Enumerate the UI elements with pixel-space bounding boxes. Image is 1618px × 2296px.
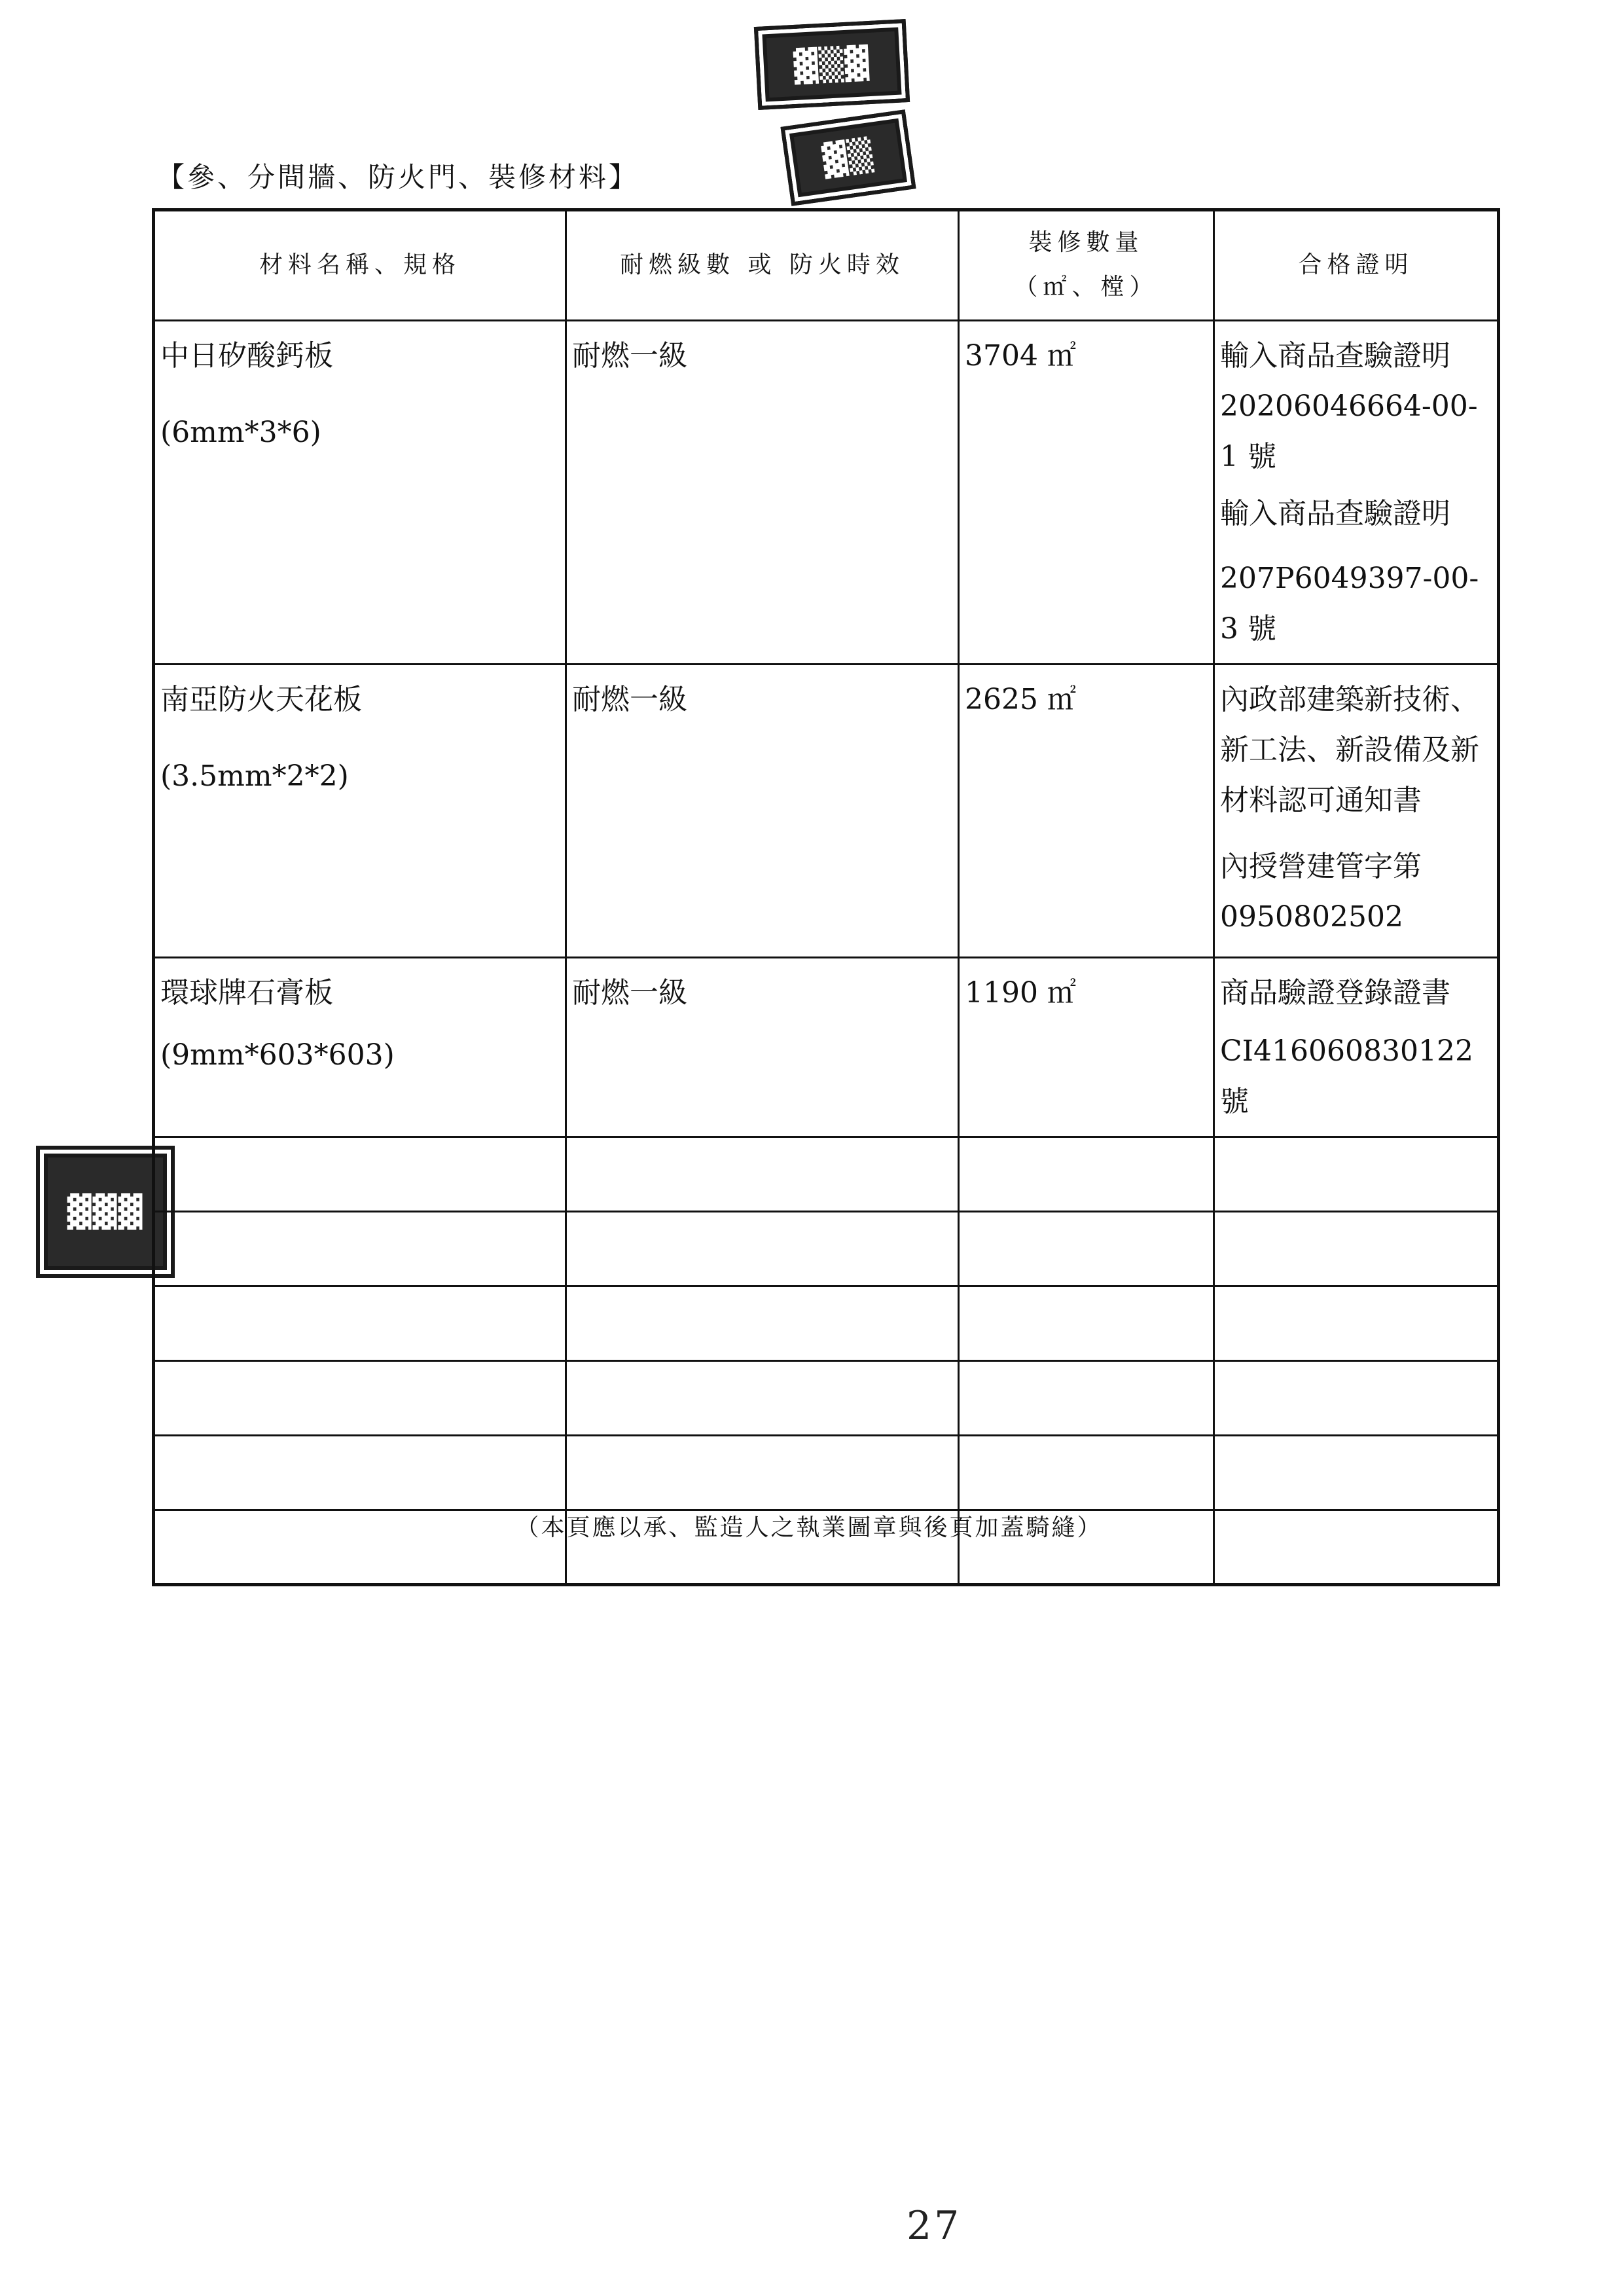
empty-table-row (154, 1435, 1499, 1510)
header-quantity-unit: （㎡、樘） (1014, 274, 1159, 301)
cert-line: 207P6049397-00-3 號 (1220, 561, 1479, 646)
empty-table-row (154, 1360, 1499, 1435)
material-spec: (3.5mm*2*2) (160, 759, 349, 793)
certificate-cell (1214, 664, 1499, 957)
material-spec: (6mm*3*6) (160, 415, 321, 449)
quantity-cell: 1190 ㎡ (959, 957, 1214, 1137)
cert-line: 輸入商品查驗證明 (1220, 338, 1450, 373)
cert-line: 內授營建管字第 (1220, 849, 1422, 883)
cert-line: CI416060830122 號 (1220, 1034, 1473, 1118)
material-name: 中日矽酸鈣板 (160, 338, 333, 373)
certificate-cell (1214, 957, 1499, 1137)
material-cell (154, 320, 566, 664)
table-header-row (154, 210, 1499, 321)
cert-line: 材料認可通知書 (1220, 783, 1422, 817)
header-material: 材料名稱、規格 (154, 210, 566, 321)
section-title: 【參、分間牆、防火門、裝修材料】 (157, 161, 639, 193)
material-spec: (9mm*603*603) (160, 1038, 395, 1072)
table-row (154, 957, 1499, 1137)
cert-line: 20206046664-00-1 號 (1220, 389, 1478, 473)
header-quantity-label: 裝修數量 (1028, 229, 1144, 256)
rating-cell: 耐燃一級 (566, 320, 959, 664)
quantity-cell: 3704 ㎡ (959, 320, 1214, 664)
materials-table (152, 208, 1500, 1586)
empty-table-row (154, 1211, 1499, 1286)
empty-table-row (154, 1286, 1499, 1360)
material-cell (154, 957, 566, 1137)
quantity-cell: 2625 ㎡ (959, 664, 1214, 957)
cert-line: 商品驗證登錄證書 (1220, 975, 1450, 1010)
cert-line: 輸入商品查驗證明 (1220, 496, 1450, 530)
header-quantity (959, 210, 1214, 321)
seal-stamp-second: ▓▒ (780, 109, 916, 206)
certificate-cell (1214, 320, 1499, 664)
page-note: （本頁應以承、監造人之執業圖章與後頁加蓋騎縫） (515, 1514, 1103, 1541)
header-certificate: 合格證明 (1214, 210, 1499, 321)
empty-table-row (154, 1137, 1499, 1211)
cert-line: 內政部建築新技術、 (1220, 682, 1479, 716)
material-name: 環球牌石膏板 (160, 975, 333, 1010)
page-number-mark: 27 (907, 2203, 962, 2249)
table-row (154, 664, 1499, 957)
cert-line: 0950802502 (1220, 900, 1403, 934)
rating-cell: 耐燃一級 (566, 664, 959, 957)
seal-stamp-top: ▓▒▓ (754, 19, 910, 110)
seal-stamp-left: ▓▓▓ (36, 1146, 175, 1278)
rating-cell: 耐燃一級 (566, 957, 959, 1137)
cert-line: 新工法、新設備及新 (1220, 733, 1479, 767)
material-cell (154, 664, 566, 957)
table-row (154, 320, 1499, 664)
material-name: 南亞防火天花板 (160, 682, 362, 716)
header-rating: 耐燃級數 或 防火時效 (566, 210, 959, 321)
